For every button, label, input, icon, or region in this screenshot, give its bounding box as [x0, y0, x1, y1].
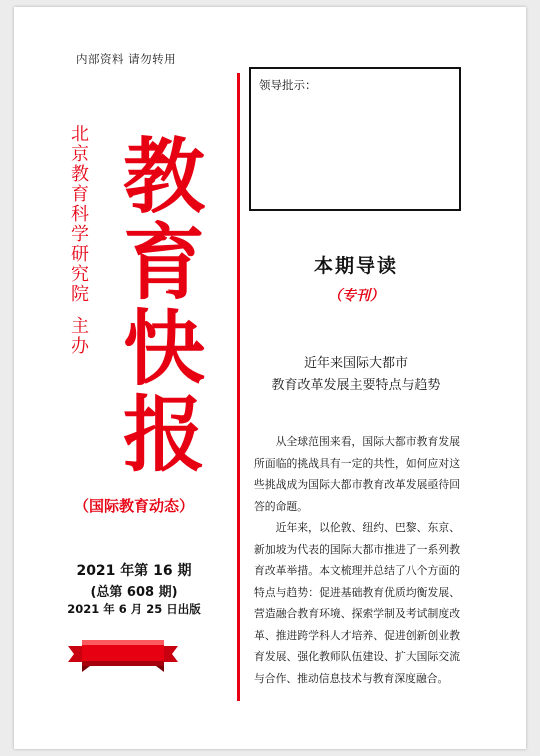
abstract-paragraph-2: 近年来，以伦敦、纽约、巴黎、东京、新加坡为代表的国际大都市推进了一系列教育改革举措。本文梳理并总结了八个方面的特点与趋势：促进基础教育优质均衡发展、营造融合教育环境、探索学制及考试制度改革、推进跨学科人才培养、促进创新创业教育发展、强化教师队伍建设、扩大国际交流与合作、推动信息技术与教育深度融合。 [254, 521, 460, 685]
abstract-paragraph-1: 从全球范围来看，国际大都市教育发展所面临的挑战具有一定的共性，如何应对这些挑战成为国际大都市教育改革发展亟待回答的命题。 [254, 435, 460, 513]
sponsor-role: 主办 [71, 316, 89, 357]
guide-special-label: （专刊） [328, 288, 384, 304]
issue-total: (总第 608 期) [90, 585, 178, 600]
article-title [250, 353, 462, 397]
issue-number: 2021 年第 16 期 [76, 563, 192, 579]
publication-subtitle: （国际教育动态） [73, 497, 194, 515]
vertical-divider [237, 73, 240, 701]
publication-title: 教育快报 [122, 130, 205, 483]
guide-title: 本期导读 [313, 255, 398, 277]
leader-comment-label: 领导批示： [259, 78, 317, 92]
article-abstract [254, 431, 460, 689]
document-page [14, 7, 526, 749]
sponsor-org: 北京教育科学研究院 [71, 124, 89, 305]
ribbon-ornament-icon [68, 632, 178, 678]
article-title-line2: 教育改革发展主要特点与趋势 [271, 378, 441, 393]
issue-date: 2021 年 6 月 25 日出版 [67, 602, 201, 616]
leader-comment-box [249, 67, 461, 211]
internal-notice: 内部资料 请勿转用 [76, 52, 177, 66]
article-title-line1: 近年来国际大都市 [303, 356, 408, 371]
sponsor-block [69, 125, 91, 357]
